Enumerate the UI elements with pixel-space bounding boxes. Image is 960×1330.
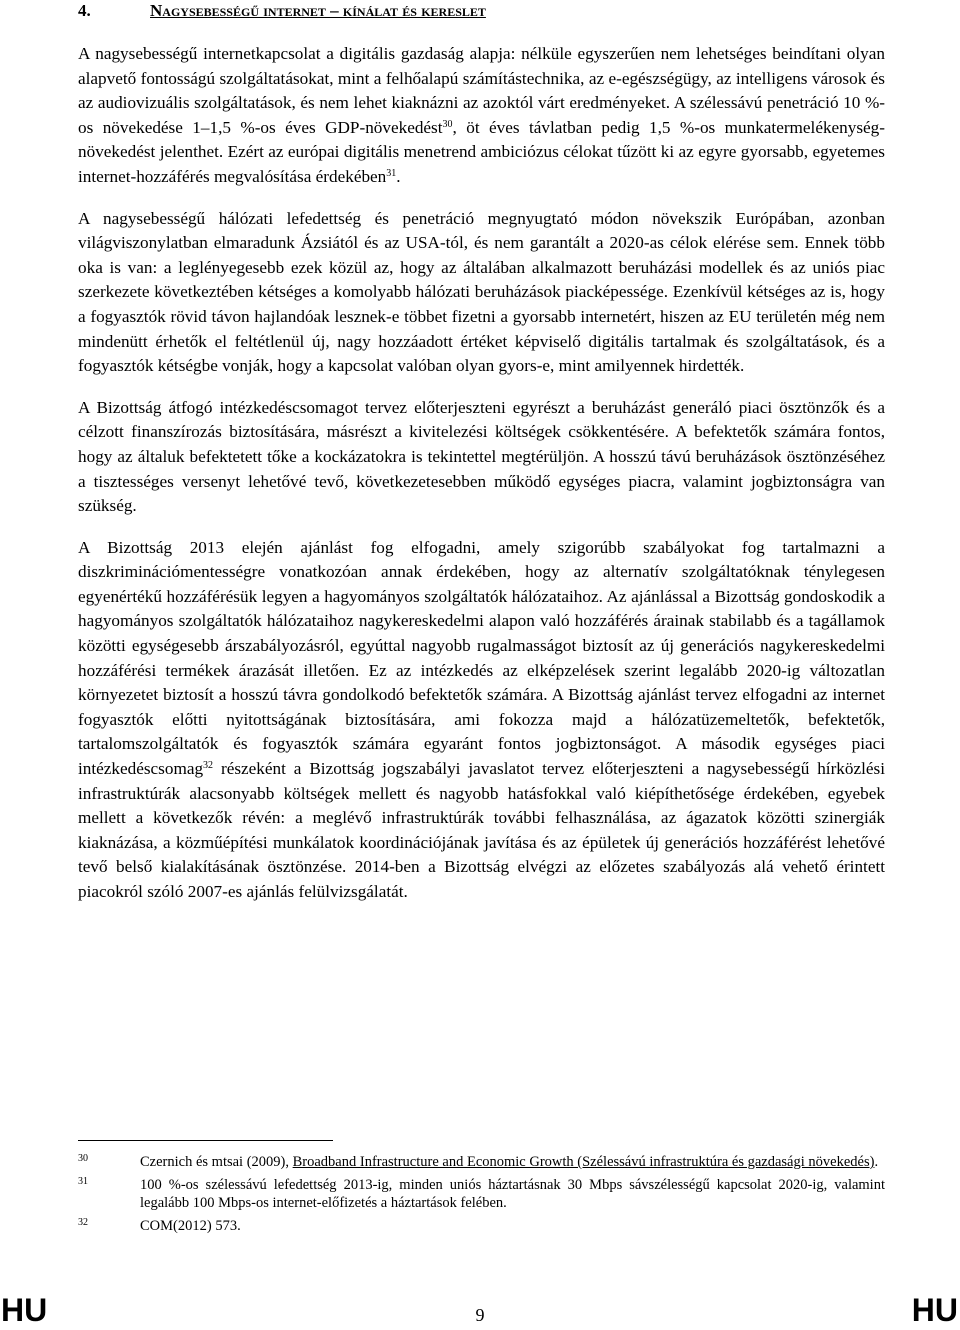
section-number: 4. [78,1,91,20]
footnote-number: 31 [78,1176,88,1187]
footnote-link[interactable]: Broadband Infrastructure and Economic Growth (Szélessávú infrastruktúra és gazdasági növekedés) [292,1154,875,1170]
paragraph-1: A nagysebességű internetkapcsolat a digitális gazdaság alapja: nélküle egyszerűen nem lehetséges beindítani olyan alapvető fontosságú szolgáltatásokat, mint a felhőalapú számítástechnika, az e-egészségügy, az intelligens városok és az audiovizuális szolgáltatások, és nem lehet kiaknázni az azoktól várt eredményeket. A szélessávú penetráció 10 %-os növekedése 1–1,5 %-os éves GDP-növekedést$^{30}$, öt éves távlatban pedig 1,5 %-os munkatermelékenység-növekedést jelenthet. Ezért az európai digitális menetrend ambiciózus célokat tűzött ki az egyre gyorsabb, egyetemes internet-hozzáférés megvalósítása érdekében$^{31}$. [78,44,885,186]
body-text [78,42,885,922]
footnote-separator [78,1140,333,1141]
paragraph-4: A Bizottság 2013 elején ajánlást fog elfogadni, amely szigorúbb szabályokat fog tartalmazni a diszkriminációmentességre vonatkozóan annak érdekében, hogy az alternatív szolgáltatóknak ténylegesen egyenértékű hozzáférésük legyen a hagyományos szolgáltatók hálózataihoz. Az ajánlással a Bizottság gondoskodik a hagyományos szolgáltatók hálózataihoz nagykereskedelmi alapon való hozzáférés árainak stabilabb és a tagállamok közötti egységesebb árszabályozásról, egyúttal nagyobb rugalmasságot biztosít az új generációs nagykereskedelmi hozzáférési termékek árazását illetően. Ez az intézkedés az elképzelések szerint legalább 2020-ig változatlan környezetet biztosít a hosszú távra gondolkodó befektetők számára. A Bizottság ajánlást tervez elfogadni az internet fogyasztók előtti nyitottságának biztosítására, ami fokozza majd a hálózatüzemeltetők, befektetők, tartalomszolgáltatók és fogyasztók számára egyaránt fontos jogbiztonságot. A második egységes piaci intézkedéscsomag$^{32}$ részeként a Bizottság jogszabályi javaslatot tervez előterjeszteni a nagysebességű hírközlési infrastruktúrák alacsonyabb költségek mellett és nagyobb hatásfokkal való kiépíthetősége érdekében, egyebek mellett a következők révén: a meglévő infrastruktúrák további felhasználása, az ágazatok közötti szinergiák kiaknázása, a közműépítési munkálatok koordinációjának javítása és az épületek új generációs hozzáférést lehetővé tevő belső kialakításának ösztönzése. 2014-ben a Bizottság elvégzi az előzetes szabályozás alá vehető érintett piacokról szóló 2007-es ajánlás felülvizsgálatát. [78,537,885,901]
language-code-right: HU [911,1292,958,1328]
section-title: Nagysebességű internet – kínálat és kereslet [150,1,486,20]
footnote-number: 30 [78,1153,88,1164]
section-heading [78,1,486,21]
footnote-32: 32 COM(2012) 573. [78,1217,241,1234]
footnote-number: 32 [78,1217,88,1228]
paragraph-2: A nagysebességű hálózati lefedettség és penetráció megnyugtató módon növekszik Európában, azonban világviszonylatban elmaradunk Ázsiától és az USA-tól, és nem garantált a 2020-as célok elérése sem. Ennek több oka is van: a leglényegesebb ezek közül az, hogy az általában alkalmazott beruházási modellek és az uniós piac szerkezete következtében kétséges a komolyabb hálózati beruházások piacképessége. Ezenkívül kétséges az is, hogy a fogyasztók rövid távon hajlandóak lesznek-e többet fizetni a gyorsabb internetért, hiszen az EU területén még nem mindenütt érhetők el feltétlenül új, nagy hozzáadott értéket képviselő digitális tartalmak és szolgáltatások, és a fogyasztók kétségbe vonják, hogy a kapcsolat valóban olyan gyors-e, mint amilyennek hirdették. [78,208,885,376]
footnote-ref-31[interactable]: 31 [386,167,397,179]
paragraph-3: A Bizottság átfogó intézkedéscsomagot tervez előterjeszteni egyrészt a beruházást generáló piaci ösztönzők és a célzott finanszírozás biztosítására, másrészt a kivitelezési költségek csökkentésére. A befektetők számára fontos, hogy az általuk befektetett tőke a kockázatokra is tekintettel megtérüljön. A hosszú távú beruházások ösztönzéséhez a tisztességes versenyt lehetővé tevő, következetesebben működő egységes piacra, valamint jogbiztonságra van szükség. [78,397,885,516]
footnote-30: 30 Czernich és mtsai (2009), Broadband Infrastructure and Economic Growth (Szélessávú infrastruktúra és gazdasági növekedés). [78,1153,879,1170]
footnote-31: 31 100 %-os szélessávú lefedettség 2013-ig, minden uniós háztartásnak 30 Mbps sávszélességű kapcsolat 2020-ig, valamint legalább 100 Mbps-os internet-előfizetés a háztartások felében. [78,1176,885,1211]
page-number: 9 [475,1305,485,1325]
language-code-left: HU [1,1292,48,1328]
footnotes [78,1153,885,1240]
footnote-ref-32[interactable]: 32 [203,760,214,772]
footnote-ref-30[interactable]: 30 [442,118,453,130]
